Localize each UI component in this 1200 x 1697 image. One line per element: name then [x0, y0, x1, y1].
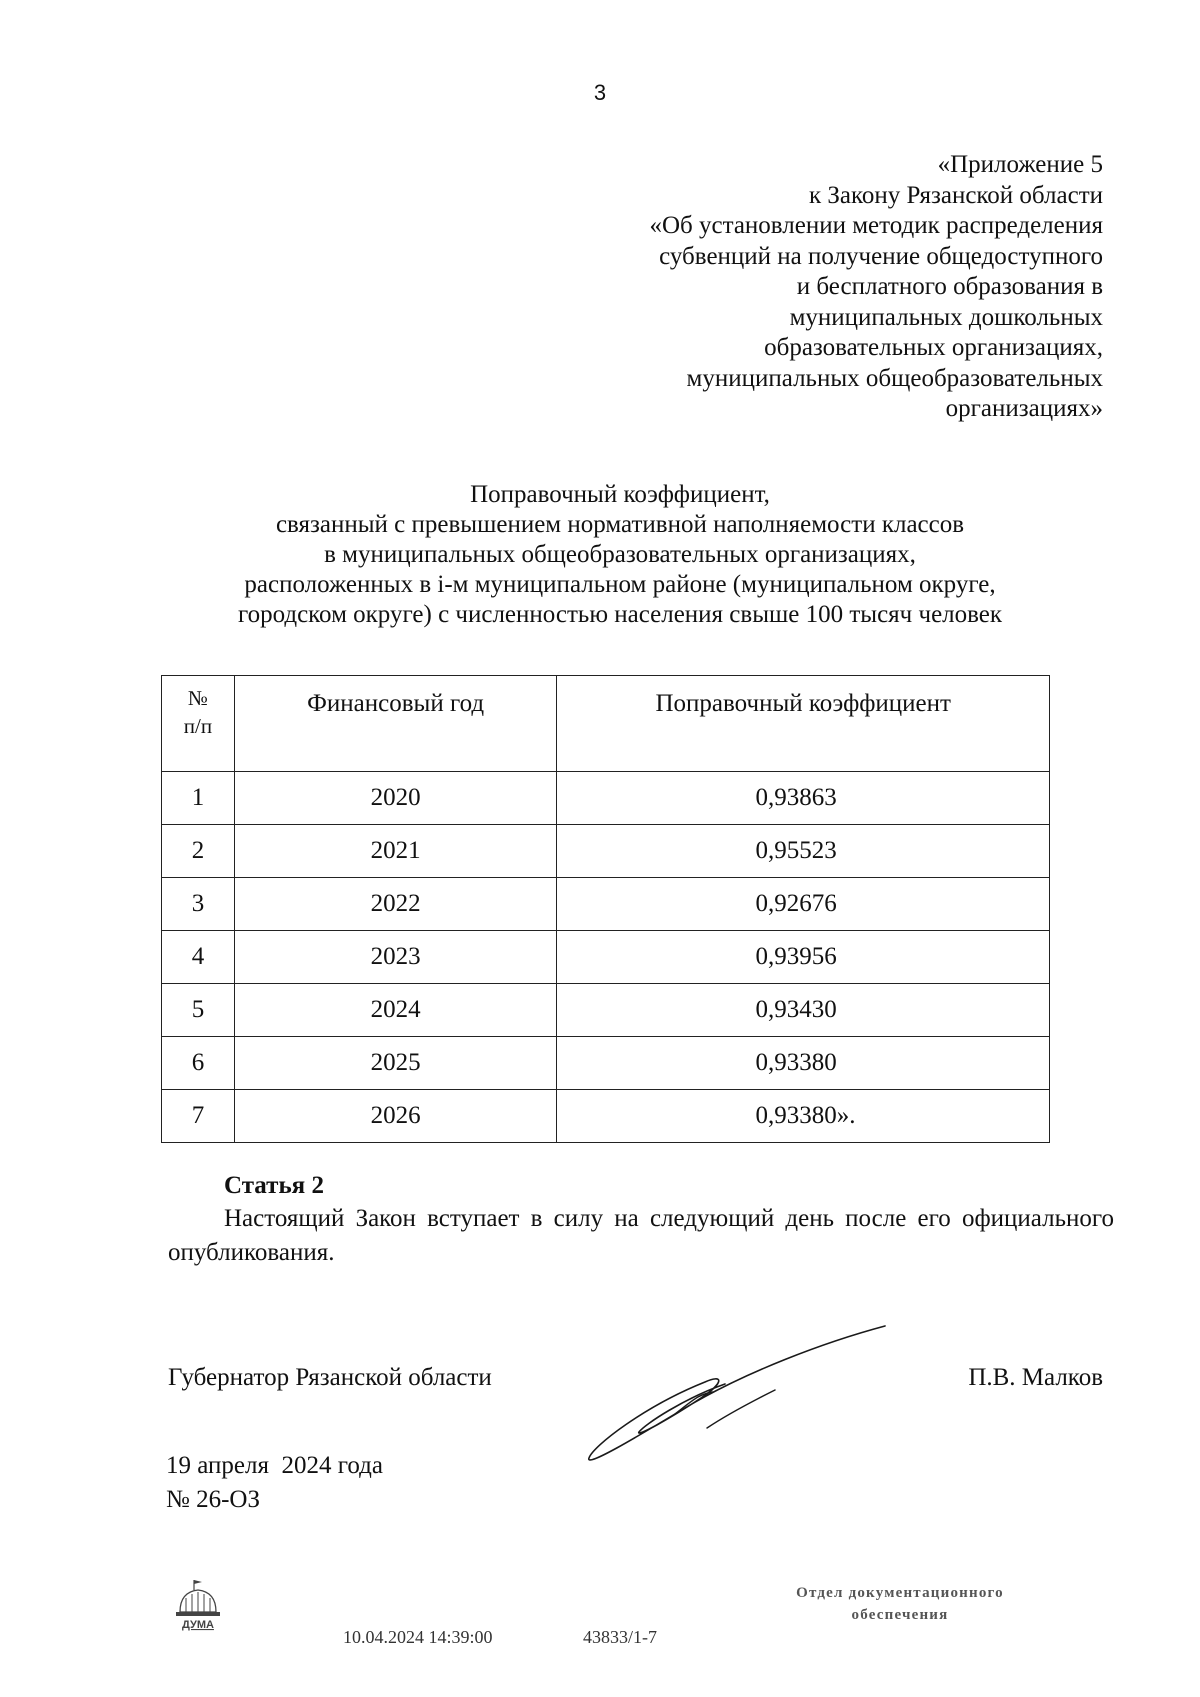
signature-scribble: [575, 1320, 895, 1470]
row-year: 2024: [234, 984, 557, 1037]
row-number: 1: [162, 772, 235, 825]
row-number: 7: [162, 1090, 235, 1143]
appendix-line: организациях»: [945, 395, 1103, 422]
row-coefficient: 0,93956: [557, 931, 1050, 984]
row-year: 2022: [234, 878, 557, 931]
signer-title: Губернатор Рязанской области: [168, 1364, 492, 1391]
appendix-line: муниципальных дошкольных: [789, 303, 1103, 331]
stamp-document-id: 43833/1-7: [583, 1627, 657, 1647]
heading-line: Поправочный коэффициент,: [470, 481, 770, 508]
row-number: 3: [162, 878, 235, 931]
table-row: [162, 772, 1050, 825]
row-number: 2: [162, 825, 235, 878]
row-year: 2023: [234, 931, 557, 984]
appendix-line: «Об установлении методик распределения: [649, 212, 1103, 239]
duma-logo-icon: [172, 1578, 224, 1634]
heading-line: в муниципальных общеобразовательных организациях,: [324, 541, 916, 568]
appendix-line: «Приложение 5: [937, 151, 1103, 178]
row-coefficient: 0,92676: [557, 878, 1050, 931]
table-header-row: [162, 676, 1050, 772]
law-date: 19 апреля 2024 года: [166, 1452, 383, 1479]
stamp-timestamp: 10.04.2024 14:39:00: [343, 1627, 493, 1647]
header-row-number: [162, 676, 235, 772]
row-coefficient: 0,93863: [557, 772, 1050, 825]
row-number: 6: [162, 1037, 235, 1090]
row-number: 4: [162, 931, 235, 984]
row-year: 2021: [234, 825, 557, 878]
article-title: Статья 2: [224, 1172, 324, 1199]
appendix-line: образовательных организациях,: [764, 334, 1103, 361]
appendix-line: к Закону Рязанской области: [809, 181, 1103, 209]
logo-text: ДУМА: [182, 1619, 214, 1631]
table-row: [162, 931, 1050, 984]
heading-line: городском округе) с численностью населения свыше 100 тысяч человек: [237, 601, 1003, 628]
heading-line: связанный с превышением нормативной наполняемости классов: [275, 511, 965, 538]
appendix-line: субвенций на получение общедоступного: [659, 242, 1103, 270]
header-financial-year: Финансовый год: [234, 676, 557, 772]
row-coefficient: 0,93380».: [557, 1090, 1050, 1143]
appendix-line: муниципальных общеобразовательных: [686, 364, 1103, 392]
department-stamp: [760, 1582, 1040, 1626]
table-row: [162, 878, 1050, 931]
department-line: Отдел документационного: [796, 1585, 1004, 1601]
page-number: 3: [593, 80, 607, 105]
row-year: 2025: [234, 1037, 557, 1090]
table-row: [162, 984, 1050, 1037]
table-row: [162, 1090, 1050, 1143]
law-number: № 26-ОЗ: [166, 1486, 261, 1513]
article-body: Настоящий Закон вступает в силу на следующий день после его официального опубликования.: [168, 1205, 1114, 1266]
heading-line: расположенных в i-м муниципальном районе (муниципальном округе,: [244, 571, 996, 598]
row-number: 5: [162, 984, 235, 1037]
header-num-symbol: №: [187, 686, 208, 710]
row-coefficient: 0,93430: [557, 984, 1050, 1037]
appendix-reference: [649, 150, 1103, 425]
row-year: 2026: [234, 1090, 557, 1143]
row-coefficient: 0,95523: [557, 825, 1050, 878]
table-row: [162, 1037, 1050, 1090]
table-heading: [0, 480, 1200, 630]
row-year: 2020: [234, 772, 557, 825]
row-coefficient: 0,93380: [557, 1037, 1050, 1090]
header-num-abbr: п/п: [183, 714, 213, 738]
table-row: [162, 825, 1050, 878]
header-coefficient: Поправочный коэффициент: [557, 676, 1050, 772]
appendix-line: и бесплатного образования в: [796, 273, 1103, 300]
department-line: обеспечения: [851, 1607, 949, 1623]
signer-name: П.В. Малков: [968, 1364, 1103, 1391]
coefficient-table: [161, 675, 1050, 1143]
